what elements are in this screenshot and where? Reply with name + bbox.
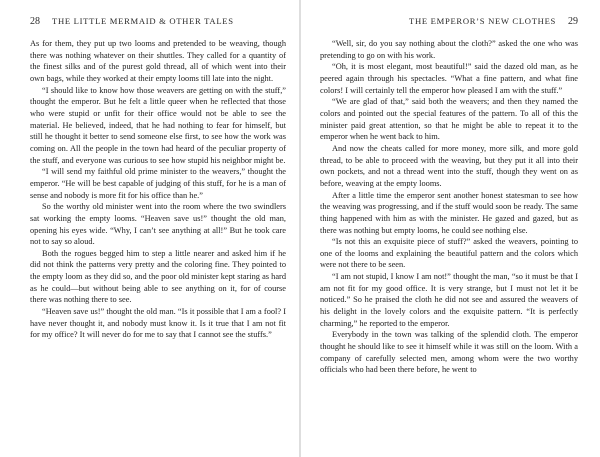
left-running-head: THE LITTLE MERMAID & OTHER TALES	[52, 16, 234, 26]
paragraph: After a little time the emperor sent another honest statesman to see how the weaving was progressing, and if the stuff would soon be ready. The same thing happened with him as with the minister. He gazed and gazed, but as there was nothing but empty looms, he could see nothing else.	[320, 190, 578, 235]
paragraph: “Oh, it is most elegant, most beautiful!” said the dazed old man, as he peered again through his spectacles. “What a fine pattern, and what fine colors! I will certainly tell the emperor how pleased I am with the stuff.”	[320, 62, 578, 95]
right-page-number: 29	[568, 16, 578, 27]
paragraph: “Is not this an exquisite piece of stuff?” asked the weavers, pointing to one of the looms and explaining the beautiful pattern and the colors which were not there to be seen.	[320, 237, 578, 270]
right-page-text	[320, 38, 578, 376]
paragraph: “We are glad of that,” said both the weavers; and then they named the colors and pointed out the special features of the pattern. To all of this the minister paid great attention, so that he might be able to repeat it to the emperor when he went back to him.	[320, 97, 578, 142]
paragraph: “I should like to know how those weavers are getting on with the stuff,” thought the emperor. But he felt a little queer when he reflected that those who were stupid or unfit for their office would not be able to see the material. He believed, indeed, that he had nothing to fear for himself, but still he thought it better to send someone else first, to see how the work was coming on. All the people in the town had heard of the peculiar property of the stuff, and everyone was curious to see how stupid his neighbor might be.	[30, 85, 286, 165]
right-running-head: THE EMPEROR’S NEW CLOTHES	[409, 16, 556, 26]
paragraph: “I am not stupid, I know I am not!” thought the man, “so it must be that I am not fit for my good office. It is very strange, but I must not let it be noticed.” So he praised the cloth he did not see and assured the weavers of his delight in the lovely colors and the exquisite pattern. “It is perfectly charming,” he reported to the emperor.	[320, 272, 578, 328]
left-page-number: 28	[30, 16, 40, 27]
paragraph: Everybody in the town was talking of the splendid cloth. The emperor thought he should like to see it himself while it was still on the loom. With a company of carefully selected men, among whom were the two worthy officials who had been there before, he went to	[320, 330, 578, 375]
paragraph: And now the cheats called for more money, more silk, and more gold thread, to be able to proceed with the weaving, but they put it all into their own pockets, and not a thread went into the stuff, though they went on as before, weaving at the empty looms.	[320, 143, 578, 188]
left-page-header	[30, 16, 286, 30]
paragraph: As for them, they put up two looms and pretended to be weaving, though there was nothing whatever on their shuttles. They called for a quantity of the finest silks and of the purest gold thread, all of which went into their own bags, while they worked at their empty looms till late into the night.	[30, 39, 286, 83]
right-page-header	[320, 16, 578, 30]
paragraph: So the worthy old minister went into the room where the two swindlers sat working the empty looms. “Heaven save us!” thought the old man, opening his eyes wide. “Why, I can’t see anything at all!” But he took care not to say so aloud.	[30, 202, 286, 247]
paragraph: Both the rogues begged him to step a little nearer and asked him if he did not think the patterns very pretty and the coloring fine. They pointed to the empty loom as they did so, and the poor old minister kept staring as hard as he could—but without being able to see anything on it, for of course there was nothing there to see.	[30, 248, 286, 305]
left-page-text	[30, 38, 286, 341]
paragraph: “Heaven save us!” thought the old man. “Is it possible that I am a fool? I have never thought it, and nobody must know it. Is it true that I am not fit for my office? It will never do for me to say that I cannot see the stuffs.”	[30, 307, 286, 340]
paragraph: “I will send my faithful old prime minister to the weavers,” thought the emperor. “He will be best capable of judging of this stuff, for he is a man of sense and nobody is more fit for his office than he.”	[30, 167, 286, 200]
right-page	[300, 0, 600, 457]
paragraph: “Well, sir, do you say nothing about the cloth?” asked the one who was pretending to go on with his work.	[320, 39, 578, 60]
